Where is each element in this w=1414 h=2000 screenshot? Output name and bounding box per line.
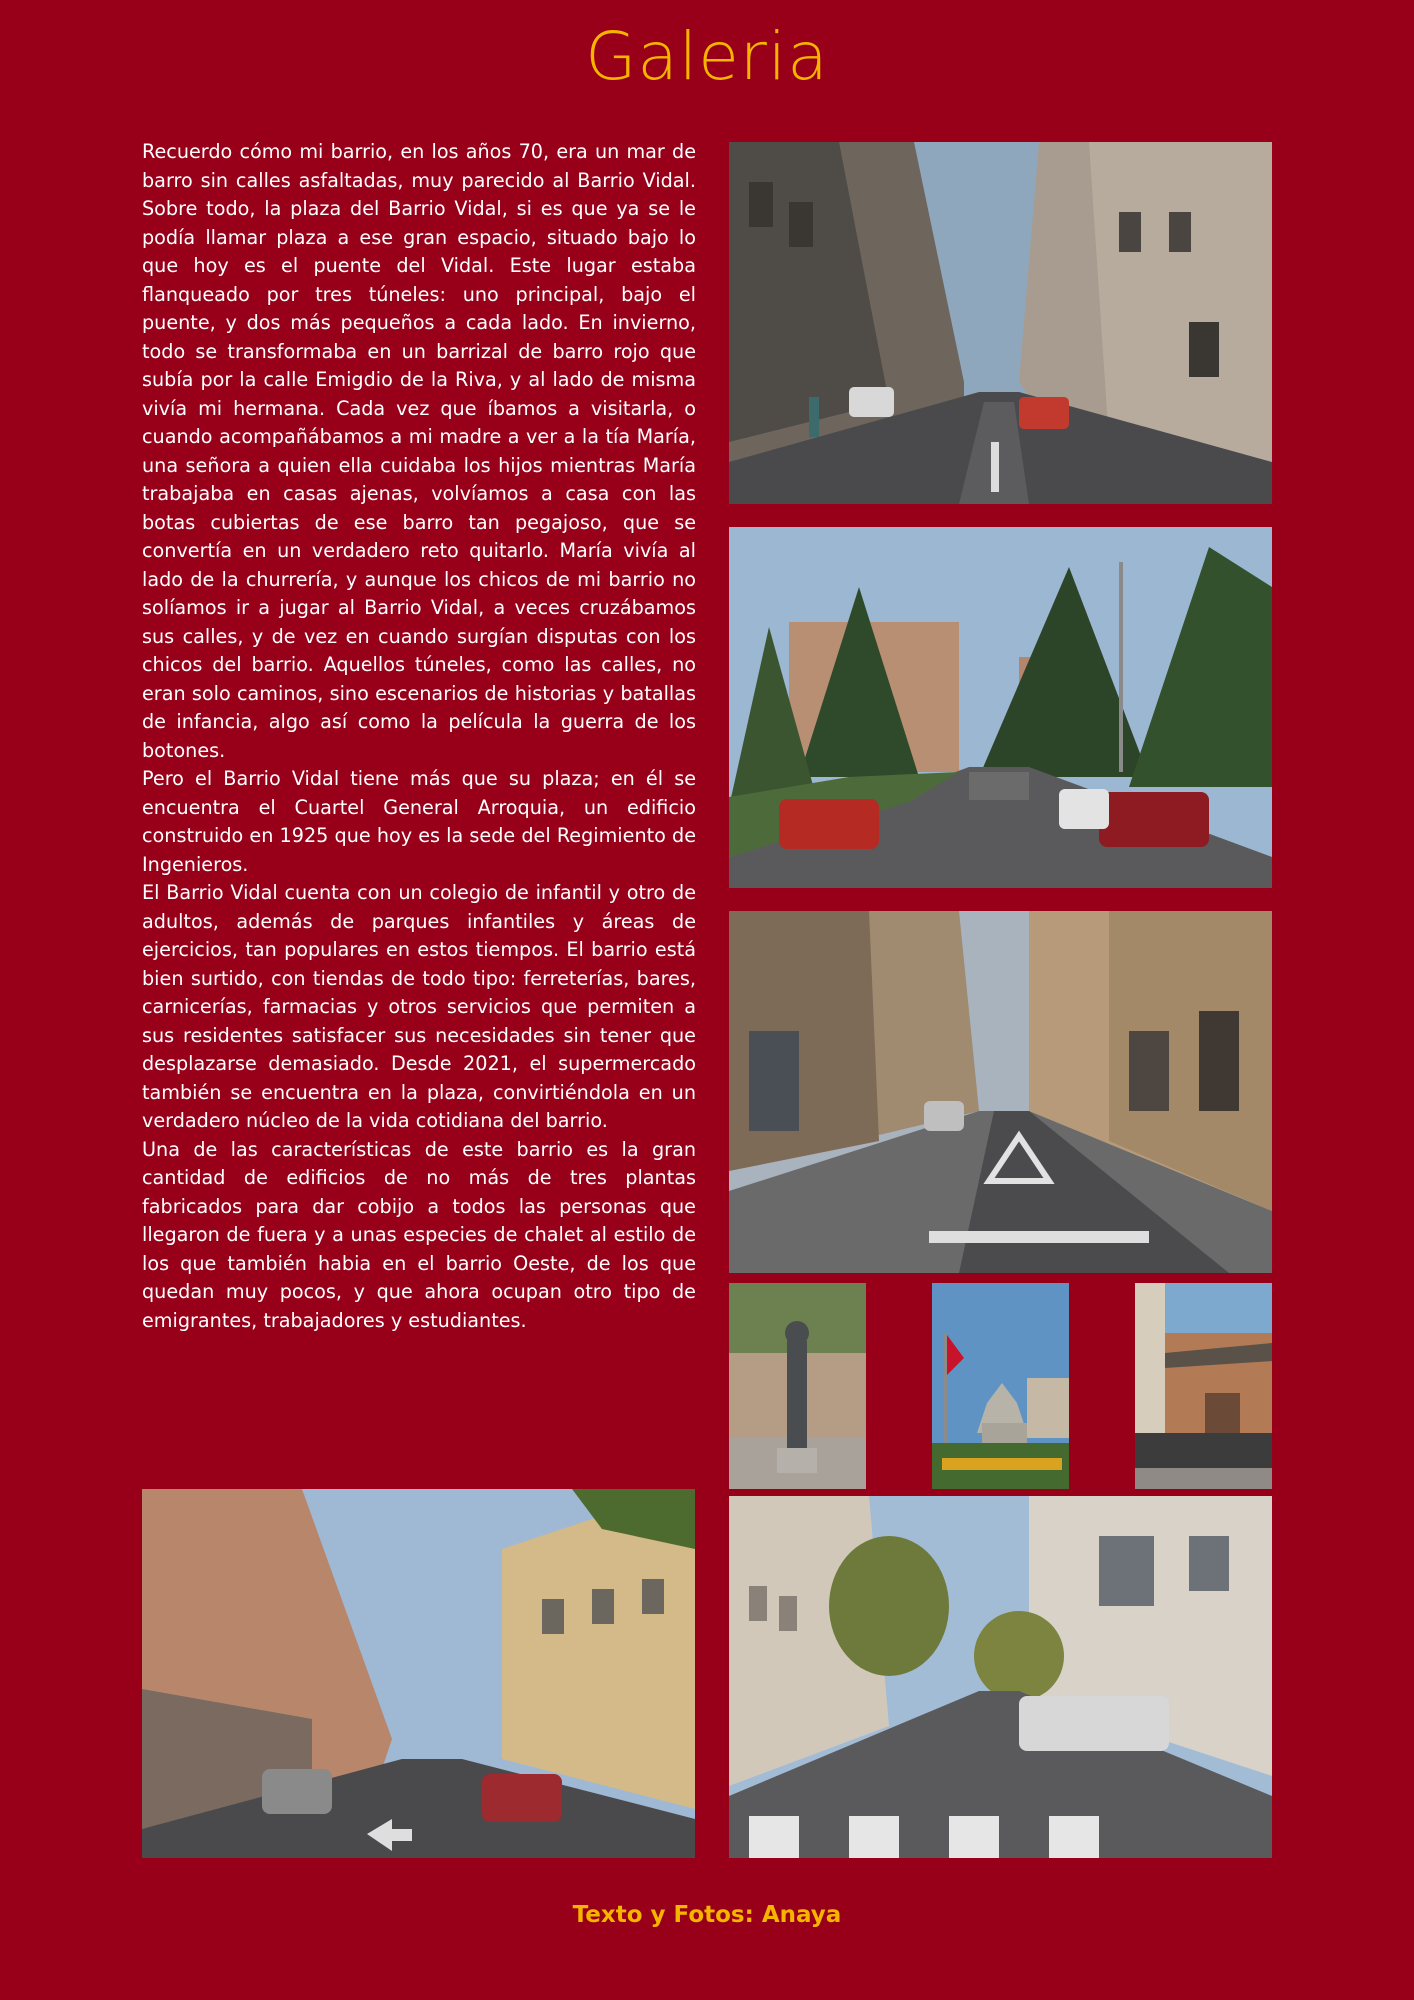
street-photo-icon (729, 1496, 1272, 1858)
photo-credit: Texto y Fotos: Anaya (572, 1902, 842, 1928)
street-photo-icon (729, 142, 1272, 504)
page-title: Galeria (585, 18, 829, 95)
gallery-photo-street-4 (142, 1489, 695, 1858)
gallery-photo-street-5 (729, 1496, 1272, 1858)
article-paragraph: Pero el Barrio Vidal tiene más que su plaza; en él se encuentra el Cuartel General Arroquia, un edificio construido en 1925 que hoy es la sede del Regimiento de Ingenieros. (142, 767, 696, 876)
chalet-photo-icon (1135, 1283, 1272, 1489)
gallery-thumb-chalet (1135, 1283, 1272, 1489)
gallery-photo-street-1 (729, 142, 1272, 504)
article-paragraph: Una de las características de este barrio es la gran cantidad de edificios de no más de tres plantas fabricados para dar cobijo a todos las personas que llegaron de fuera y a unas especies de chalet al estilo de los que también habia en el barrio Oeste, de los que quedan muy pocos, y que ahora ocupan otro tipo de emigrantes, trabajadores y estudiantes. (142, 1137, 696, 1332)
monument-photo-icon (932, 1283, 1069, 1489)
gallery-thumb-bollard (729, 1283, 866, 1489)
street-photo-icon (729, 911, 1272, 1273)
gallery-photo-street-3 (729, 911, 1272, 1273)
street-trees-photo-icon (729, 527, 1272, 888)
bollard-photo-icon (729, 1283, 866, 1489)
gallery-photo-street-2 (729, 527, 1272, 888)
article-text (142, 138, 696, 1335)
article-paragraph: Recuerdo cómo mi barrio, en los años 70, era un mar de barro sin calles asfaltadas, muy parecido al Barrio Vidal. Sobre todo, la plaza del Barrio Vidal, si es que ya se le podía llamar plaza a ese gran espacio, situado bajo lo que hoy es el puente del Vidal. Este lugar estaba flanqueado por tres túneles: uno principal, bajo el puente, y dos más pequeños a cada lado. En invierno, todo se transformaba en un barrizal de barro rojo que subía por la calle Emigdio de la Riva, y al lado de misma vivía mi hermana. Cada vez que íbamos a visitarla, o cuando acompañábamos a mi madre a ver a la tía María, una señora a quien ella cuidaba los hijos mientras María trabajaba en casas ajenas, volvíamos a casa con las botas cubiertas de ese barro tan pegajoso, que se convertía en un verdadero reto quitarlo. María vivía al lado de la churrería, y aunque los chicos de mi barrio no solíamos ir a jugar al Barrio Vidal, a veces cruzábamos sus calles, y de vez en cuando surgían disputas con los chicos del barrio. Aquellos túneles, como las calles, no eran solo caminos, sino escenarios de historias y batallas de infancia, algo así como la película la guerra de los botones. (142, 140, 696, 762)
street-photo-icon (142, 1489, 695, 1858)
article-paragraph: El Barrio Vidal cuenta con un colegio de infantil y otro de adultos, además de parques infantiles y áreas de ejercicios, tan populares en estos tiempos. El barrio está bien surtido, con tiendas de todo tipo: ferreterías, bares, carnicerías, farmacias y otros servicios que permiten a sus residentes satisfacer sus necesidades sin tener que desplazarse demasiado. Desde 2021, el supermercado también se encuentra en la plaza, convirtiéndola en un verdadero núcleo de la vida cotidiana del barrio. (142, 881, 696, 1132)
gallery-thumb-monument (932, 1283, 1069, 1489)
